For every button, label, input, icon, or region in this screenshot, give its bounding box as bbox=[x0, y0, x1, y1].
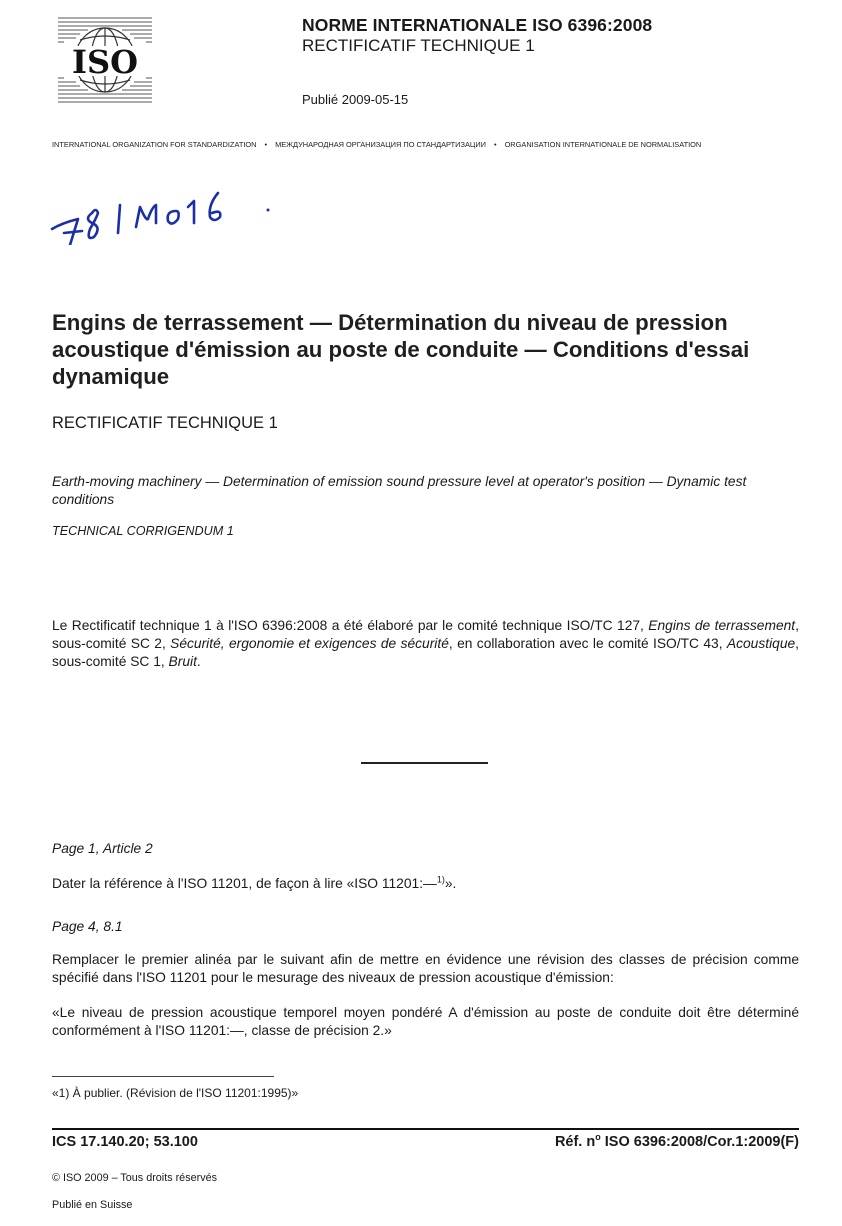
publication-date: Publié 2009-05-15 bbox=[302, 92, 409, 107]
printed-in: Publié en Suisse bbox=[52, 1199, 133, 1211]
reference-number: Réf. $n^o$ ISO 6396:2008/Cor.1:2009(F) bbox=[554, 1132, 799, 1150]
document-title-fr: Engins de terrassement — Détermination du niveau de pression acoustique d'émission au poste de conduite — Conditions d'essai dynamique bbox=[52, 310, 750, 389]
handwritten-annotation bbox=[48, 185, 288, 245]
iso-logo bbox=[58, 16, 152, 106]
section-body: Remplacer le premier alinéa par le suivant afin de mettre en évidence une révision des classes de précision comme spécifié dans l'ISO 11201 pour le mesurage des niveaux de pression acoustique d'émission: bbox=[52, 952, 799, 985]
corrigendum-label: RECTIFICATIF TECHNIQUE 1 bbox=[302, 36, 535, 55]
intro-paragraph: Le Rectificatif technique 1 à l'ISO 6396:2008 a été élaboré par le comité technique ISO/TC 127, Engins de terrassement, sous-comité SC 2, Sécurité, ergonomie et exigences de sécurité, en collaboration avec le comité ISO/TC 43, Acoustique, sous-comité SC 1, Bruit. bbox=[52, 618, 800, 669]
org-name-ru: МЕЖДУНАРОДНАЯ ОРГАНИЗАЦИЯ ПО СТАНДАРТИЗАЦИИ bbox=[275, 140, 486, 149]
copyright-notice: © ISO 2009 – Tous droits réservés bbox=[52, 1172, 217, 1184]
org-name-en: INTERNATIONAL ORGANIZATION FOR STANDARDIZATION bbox=[52, 140, 257, 149]
organization-names bbox=[52, 140, 802, 149]
section-body: Dater la référence à l'ISO 11201, de façon à lire «ISO 11201:—$^{1)}$». bbox=[52, 874, 457, 891]
org-name-fr: ORGANISATION INTERNATIONALE DE NORMALISATION bbox=[504, 140, 702, 149]
footnote-divider bbox=[52, 1076, 274, 1077]
svg-text:781 M016 .: 781 M016 . bbox=[48, 185, 54, 186]
document-title-en: Earth-moving machinery — Determination of emission sound pressure level at operator's position — Dynamic test conditions bbox=[52, 474, 747, 507]
standard-title: NORME INTERNATIONALE ISO 6396:2008 bbox=[302, 15, 653, 35]
separator-dot: • bbox=[493, 140, 497, 149]
section-quote: «Le niveau de pression acoustique temporel moyen pondéré A d'émission au poste de conduite doit être déterminé conformément à l'ISO 11201:—, classe de précision 2.» bbox=[52, 1005, 799, 1038]
footnote-reference[interactable]: 1) bbox=[436, 874, 445, 885]
separator-dot: • bbox=[264, 140, 268, 149]
document-subtitle-fr: RECTIFICATIF TECHNIQUE 1 bbox=[52, 414, 278, 432]
section-divider bbox=[361, 762, 488, 764]
section-heading: Page 1, Article 2 bbox=[52, 841, 153, 856]
footnote: «1) À publier. (Révision de l'ISO 11201:1995)» bbox=[52, 1086, 299, 1100]
footer-divider bbox=[52, 1128, 799, 1130]
svg-text:ISO: ISO bbox=[72, 43, 138, 81]
ics-codes: ICS 17.140.20; 53.100 bbox=[52, 1134, 198, 1150]
document-subtitle-en: TECHNICAL CORRIGENDUM 1 bbox=[52, 524, 234, 538]
section-heading: Page 4, 8.1 bbox=[52, 919, 123, 934]
